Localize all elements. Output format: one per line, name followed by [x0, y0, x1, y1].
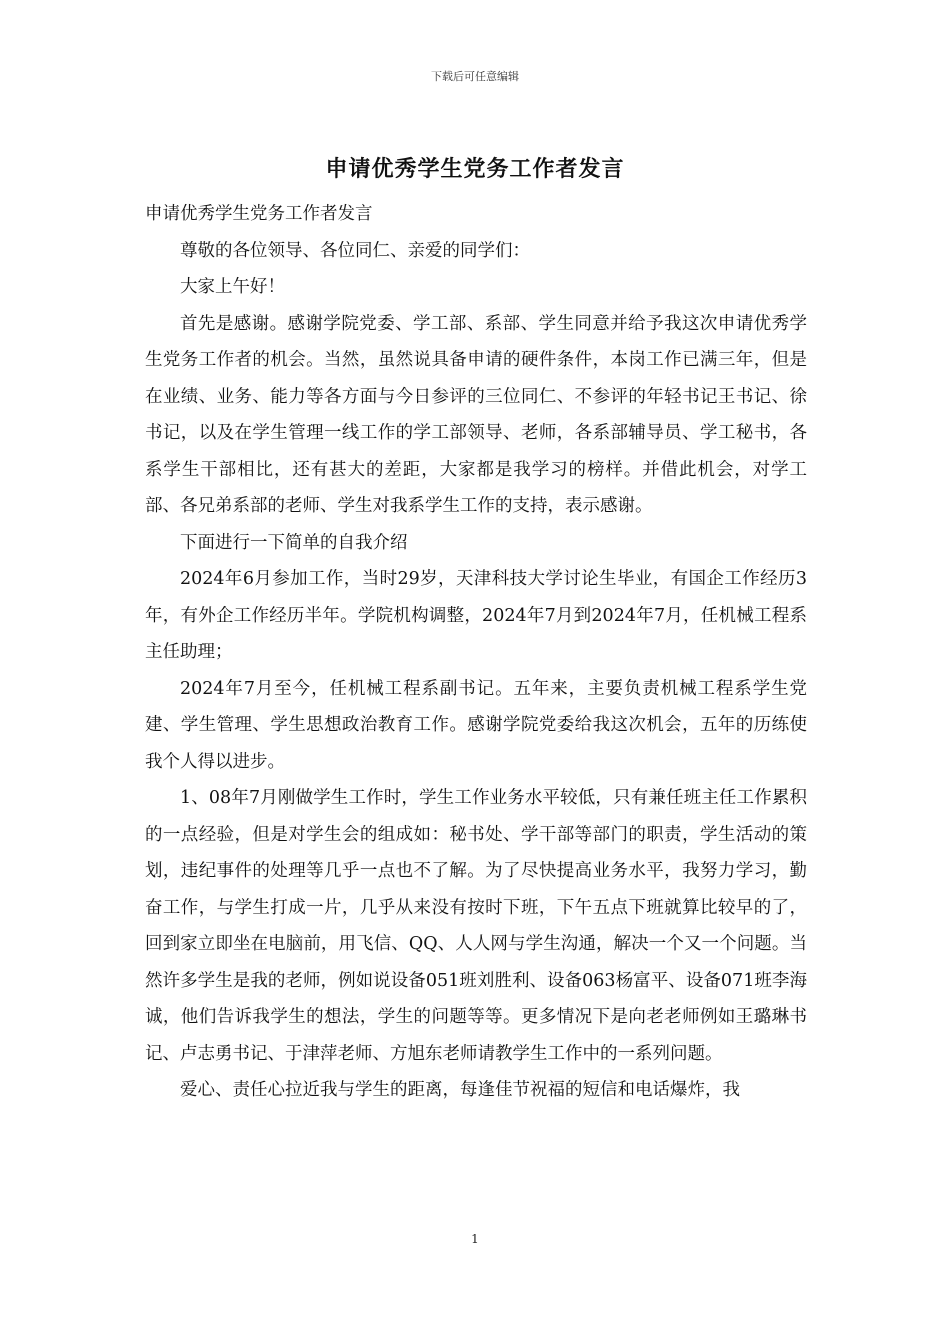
body-paragraph-care: 爱心、责任心拉近我与学生的距离，每逢佳节祝福的短信和电话爆炸，我 [180, 1080, 740, 1100]
document-title: 申请优秀学生党务工作者发言 [325, 156, 625, 182]
body-paragraph-subtitle: 申请优秀学生党务工作者发言 [145, 204, 373, 224]
body-paragraph-hello: 大家上午好！ [180, 277, 285, 297]
header-note: 下载后可任意编辑 [431, 70, 519, 83]
body-paragraph-item-1: 1、08年7月刚做学生工作时，学生工作业务水平较低，只有兼任班主任工作累积的一点经验，但是对学生会的组成如：秘书处、学干部等部门的职责，学生活动的策划，违纪事件的处理等几乎一点也不了解。为了尽快提高业务水平，我努力学习，勤奋工作，与学生打成一片，几乎从来没有按时下班，下午五点下班就算比较早的了，回到家立即坐在电脑前，用飞信、QQ、人人网与学生沟通，解决一个又一个问题。当然许多学生是我的老师，例如说设备051班刘胜利、设备063杨富平、设备071班李海诚，他们告诉我学生的想法，学生的问题等等。更多情况下是向老老师例如王璐琳书记、卢志勇书记、于津萍老师、方旭东老师请教学生工作中的一系列问题。 [145, 788, 807, 1064]
body-paragraph-intro-heading: 下面进行一下简单的自我介绍 [180, 532, 408, 553]
body-paragraph-thanks: 首先是感谢。感谢学院党委、学工部、系部、学生同意并给予我这次申请优秀学生党务工作者的机会。当然，虽然说具备申请的硬件条件，本岗工作已满三年，但是在业绩、业务、能力等各方面与今日参评的三位同仁、不参评的年轻书记王书记、徐书记，以及在学生管理一线工作的学工部领导、老师，各系部辅导员、学工秘书，各系学生干部相比，还有甚大的差距，大家都是我学习的榜样。并借此机会，对学工部、各兄弟系部的老师、学生对我系学生工作的支持，表示感谢。 [145, 313, 807, 516]
document-body [145, 196, 807, 1109]
body-paragraph-career-2: 2024年7月至今，任机械工程系副书记。五年来，主要负责机械工程系学生党建、学生管理、学生思想政治教育工作。感谢学院党委给我这次机会，五年的历练使我个人得以进步。 [145, 678, 807, 772]
page-number: 1 [471, 1232, 479, 1246]
body-paragraph-career-1: 2024年6月参加工作，当时29岁，天津科技大学讨论生毕业，有国企工作经历3年，有外企工作经历半年。学院机构调整，2024年7月到2024年7月，任机械工程系主任助理； [145, 569, 807, 662]
body-paragraph-greeting: 尊敬的各位领导、各位同仁、亲爱的同学们： [180, 240, 530, 261]
